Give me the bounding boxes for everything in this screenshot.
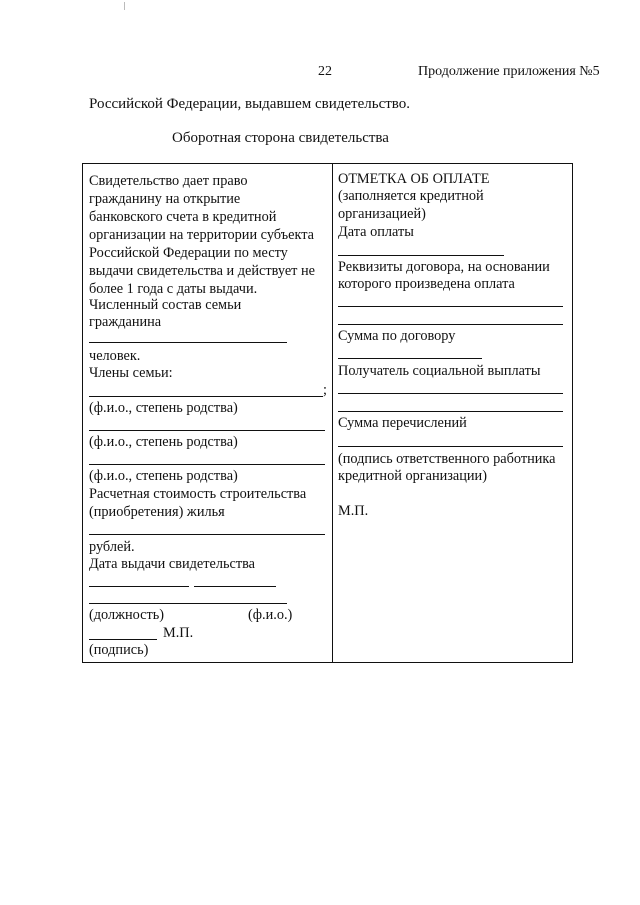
semicolon: ; (323, 382, 327, 398)
recipient-label: Получатель социальной выплаты (338, 363, 541, 379)
contract-details-field-2 (338, 324, 563, 325)
stamp-label-right: М.П. (338, 503, 369, 519)
issue-date-field-2 (194, 586, 276, 587)
section-title: Оборотная сторона свидетельства (172, 130, 389, 146)
family-size-label: Численный состав семьи (89, 297, 242, 313)
contract-sum-label: Сумма по договору (338, 328, 456, 344)
housing-cost-label-cont: (приобретения) жилья (89, 504, 225, 520)
intro-line: Российской Федерации, выдавшем свидетельство. (89, 96, 411, 112)
family-members-label: Члены семьи: (89, 365, 173, 381)
payment-mark-title: ОТМЕТКА ОБ ОПЛАТЕ (338, 171, 490, 187)
signature-caption: (подпись) (89, 642, 149, 658)
official-field (89, 603, 287, 604)
bank-officer-signature-caption: (подпись ответственного работника (338, 451, 556, 467)
left-text-line: гражданину на открытие (89, 191, 241, 207)
contract-details-label: Реквизиты договора, на основании (338, 259, 550, 275)
issue-date-field-1 (89, 586, 189, 587)
contract-sum-field (338, 358, 482, 359)
family-size-label-cont: гражданина (89, 314, 162, 330)
housing-cost-label: Расчетная стоимость строительства (89, 486, 307, 502)
fio-caption: (ф.и.о.) (248, 607, 293, 623)
payment-date-field (338, 255, 504, 256)
recipient-field-2 (338, 411, 563, 412)
bank-officer-signature-caption-cont: кредитной организации) (338, 468, 487, 484)
left-text-line: более 1 года с даты выдачи. (89, 281, 258, 297)
issue-date-label: Дата выдачи свидетельства (89, 556, 256, 572)
rubles-label: рублей. (89, 539, 135, 555)
column-divider (332, 163, 333, 662)
persons-label: человек. (89, 348, 141, 364)
relation-caption-1: (ф.и.о., степень родства) (89, 400, 238, 416)
signature-field (89, 639, 157, 640)
family-member-field-3 (89, 464, 325, 465)
family-member-field-1 (89, 396, 323, 397)
left-text-line: организации на территории субъекта (89, 227, 314, 243)
scan-mark (124, 2, 125, 10)
left-text-line: банковского счета в кредитной (89, 209, 277, 225)
family-member-field-2 (89, 430, 325, 431)
left-text-line: Свидетельство дает право (89, 173, 248, 189)
relation-caption-3: (ф.и.о., степень родства) (89, 468, 238, 484)
page-number: 22 (318, 64, 332, 79)
housing-cost-field (89, 534, 325, 535)
payment-date-label: Дата оплаты (338, 224, 414, 240)
left-text-line: Российской Федерации по месту (89, 245, 288, 261)
transfer-sum-field (338, 446, 563, 447)
recipient-field-1 (338, 393, 563, 394)
appendix-continuation: Продолжение приложения №5 (418, 64, 600, 79)
position-caption: (должность) (89, 607, 165, 623)
relation-caption-2: (ф.и.о., степень родства) (89, 434, 238, 450)
contract-details-field-1 (338, 306, 563, 307)
stamp-label-left: М.П. (163, 625, 194, 641)
left-text-line: выдачи свидетельства и действует не (89, 263, 315, 279)
transfer-sum-label: Сумма перечислений (338, 415, 467, 431)
family-size-field (89, 342, 287, 343)
payment-mark-subtitle: (заполняется кредитной (338, 188, 484, 204)
payment-mark-subtitle-cont: организацией) (338, 206, 426, 222)
contract-details-label-cont: которого произведена оплата (338, 276, 515, 292)
